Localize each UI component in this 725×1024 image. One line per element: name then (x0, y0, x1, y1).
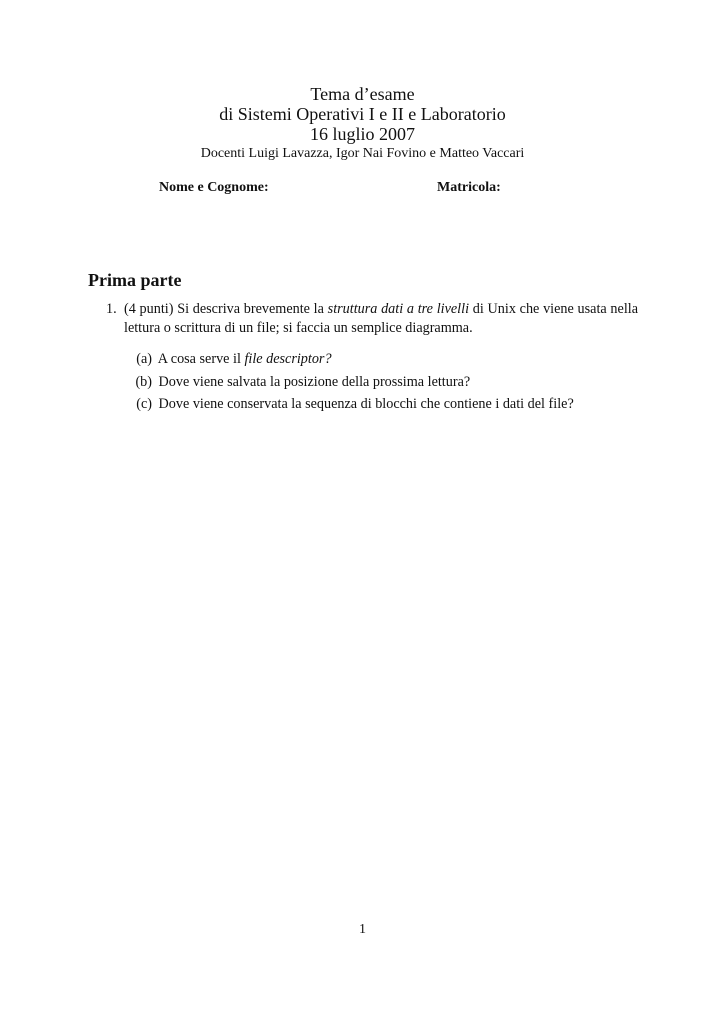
authors-line: Docenti Luigi Lavazza, Igor Nai Fovino e Matteo Vaccari (200, 146, 525, 161)
subquestion-label: (a) (136, 351, 152, 367)
question-text (124, 300, 638, 338)
subquestion-label: (b) (135, 373, 152, 390)
subquestion-b (128, 371, 648, 394)
question-text-end: di Unix che viene usata nella lettura o scrittura di un file; si faccia un semplice diagramma. (124, 301, 639, 336)
question-1 (106, 300, 638, 338)
exam-title: Tema d’esame (310, 84, 415, 104)
subquestion-a (128, 348, 648, 371)
exam-date: 16 luglio 2007 (309, 124, 415, 144)
question-text-start: (4 punti) Si descriva brevemente la (124, 301, 328, 317)
subquestion-emphasis: file descriptor? (244, 351, 332, 367)
question-number: 1. (106, 301, 117, 317)
subquestion-list (128, 348, 648, 416)
page-number: 1 (359, 922, 366, 937)
subquestion-label: (c) (136, 396, 152, 412)
matricola-label: Matricola: (437, 180, 501, 195)
course-title: di Sistemi Operativi I e II e Laboratorio (219, 104, 506, 124)
subquestion-text: A cosa serve il (157, 351, 245, 367)
subquestion-text: Dove viene conservata la sequenza di blocchi che contiene i dati del file? (158, 396, 574, 412)
name-label: Nome e Cognome: (159, 180, 269, 195)
subquestion-c (128, 393, 648, 416)
subquestion-text: Dove viene salvata la posizione della prossima lettura? (158, 373, 471, 390)
title-block (0, 84, 725, 163)
question-text-emphasis: struttura dati a tre livelli (327, 301, 470, 317)
section-title: Prima parte (88, 270, 182, 290)
